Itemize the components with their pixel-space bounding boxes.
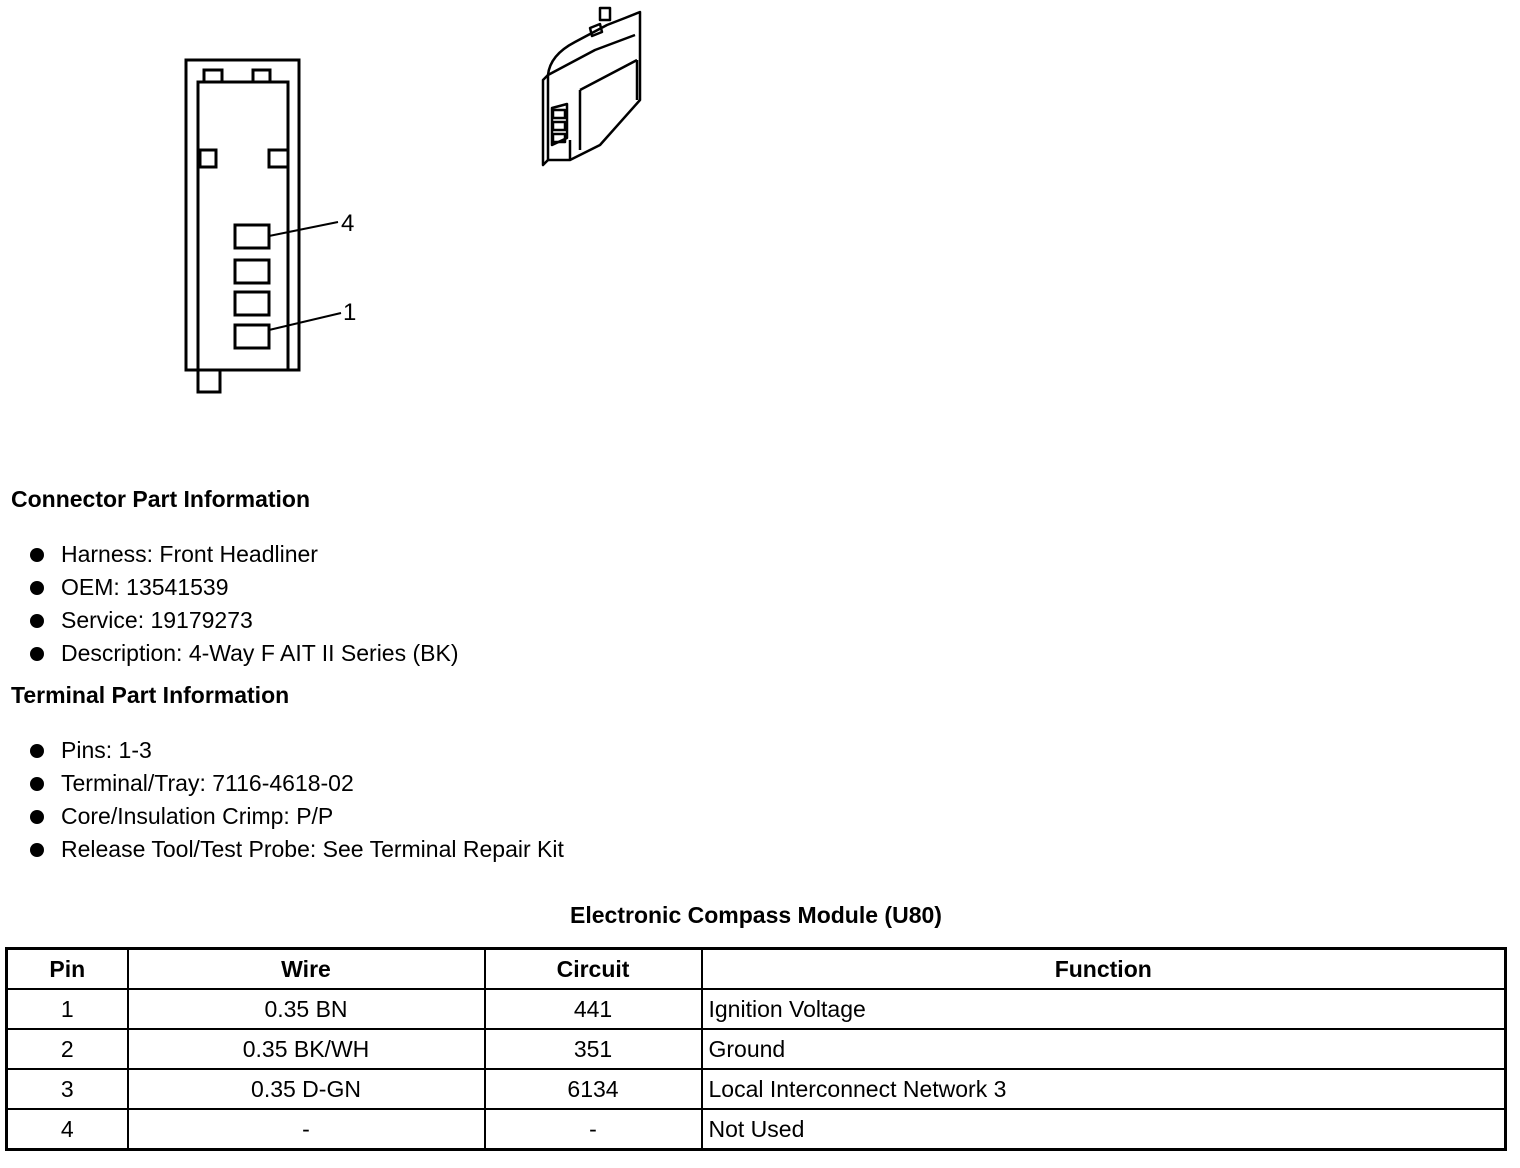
cell-function: Ignition Voltage [702,989,1506,1029]
header-pin: Pin [7,949,128,990]
cell-wire: 0.35 BN [128,989,485,1029]
cell-pin: 2 [7,1029,128,1069]
pinout-table [5,947,1507,1151]
table-row [7,1029,1506,1069]
bullet-icon [30,614,44,628]
connector-face-view [186,60,341,392]
callout-1: 1 [343,299,357,326]
table-row [7,1109,1506,1150]
cell-pin: 1 [7,989,128,1029]
cavity-3 [235,260,269,283]
cell-circuit: - [485,1109,702,1150]
bullet-icon [30,647,44,661]
connector-isometric-view [543,8,640,165]
terminal-info-list [30,734,564,866]
connector-diagram [0,0,1520,480]
table-title: Electronic Compass Module (U80) [570,902,942,928]
header-wire: Wire [128,949,485,990]
header-circuit: Circuit [485,949,702,990]
table-header-row [7,949,1506,990]
bullet-icon [30,777,44,791]
cell-function: Local Interconnect Network 3 [702,1069,1506,1109]
cavity-1 [235,325,269,348]
list-item: Pins: 1-3 [30,734,564,767]
cell-function: Not Used [702,1109,1506,1150]
cavity-4 [235,225,269,248]
list-item: OEM: 13541539 [30,571,459,604]
connector-info-list [30,538,459,670]
list-item: Service: 19179273 [30,604,459,637]
connector-info-heading: Connector Part Information [11,486,311,512]
header-function: Function [702,949,1506,990]
terminal-info-heading: Terminal Part Information [11,682,290,708]
cell-circuit: 351 [485,1029,702,1069]
cell-circuit: 441 [485,989,702,1029]
callout-4: 4 [341,210,355,237]
list-item: Terminal/Tray: 7116-4618-02 [30,767,564,800]
bullet-icon [30,581,44,595]
cell-wire: 0.35 BK/WH [128,1029,485,1069]
cell-pin: 4 [7,1109,128,1150]
cavity-2 [235,292,269,315]
list-item: Description: 4-Way F AIT II Series (BK) [30,637,459,670]
bullet-icon [30,810,44,824]
connector-figure [0,0,1520,480]
bullet-icon [30,744,44,758]
cell-pin: 3 [7,1069,128,1109]
table-row [7,989,1506,1029]
cell-circuit: 6134 [485,1069,702,1109]
list-item: Release Tool/Test Probe: See Terminal Repair Kit [30,833,564,866]
cell-function: Ground [702,1029,1506,1069]
bullet-icon [30,843,44,857]
list-item: Harness: Front Headliner [30,538,459,571]
list-item: Core/Insulation Crimp: P/P [30,800,564,833]
cell-wire: - [128,1109,485,1150]
cell-wire: 0.35 D-GN [128,1069,485,1109]
bullet-icon [30,548,44,562]
table-row [7,1069,1506,1109]
